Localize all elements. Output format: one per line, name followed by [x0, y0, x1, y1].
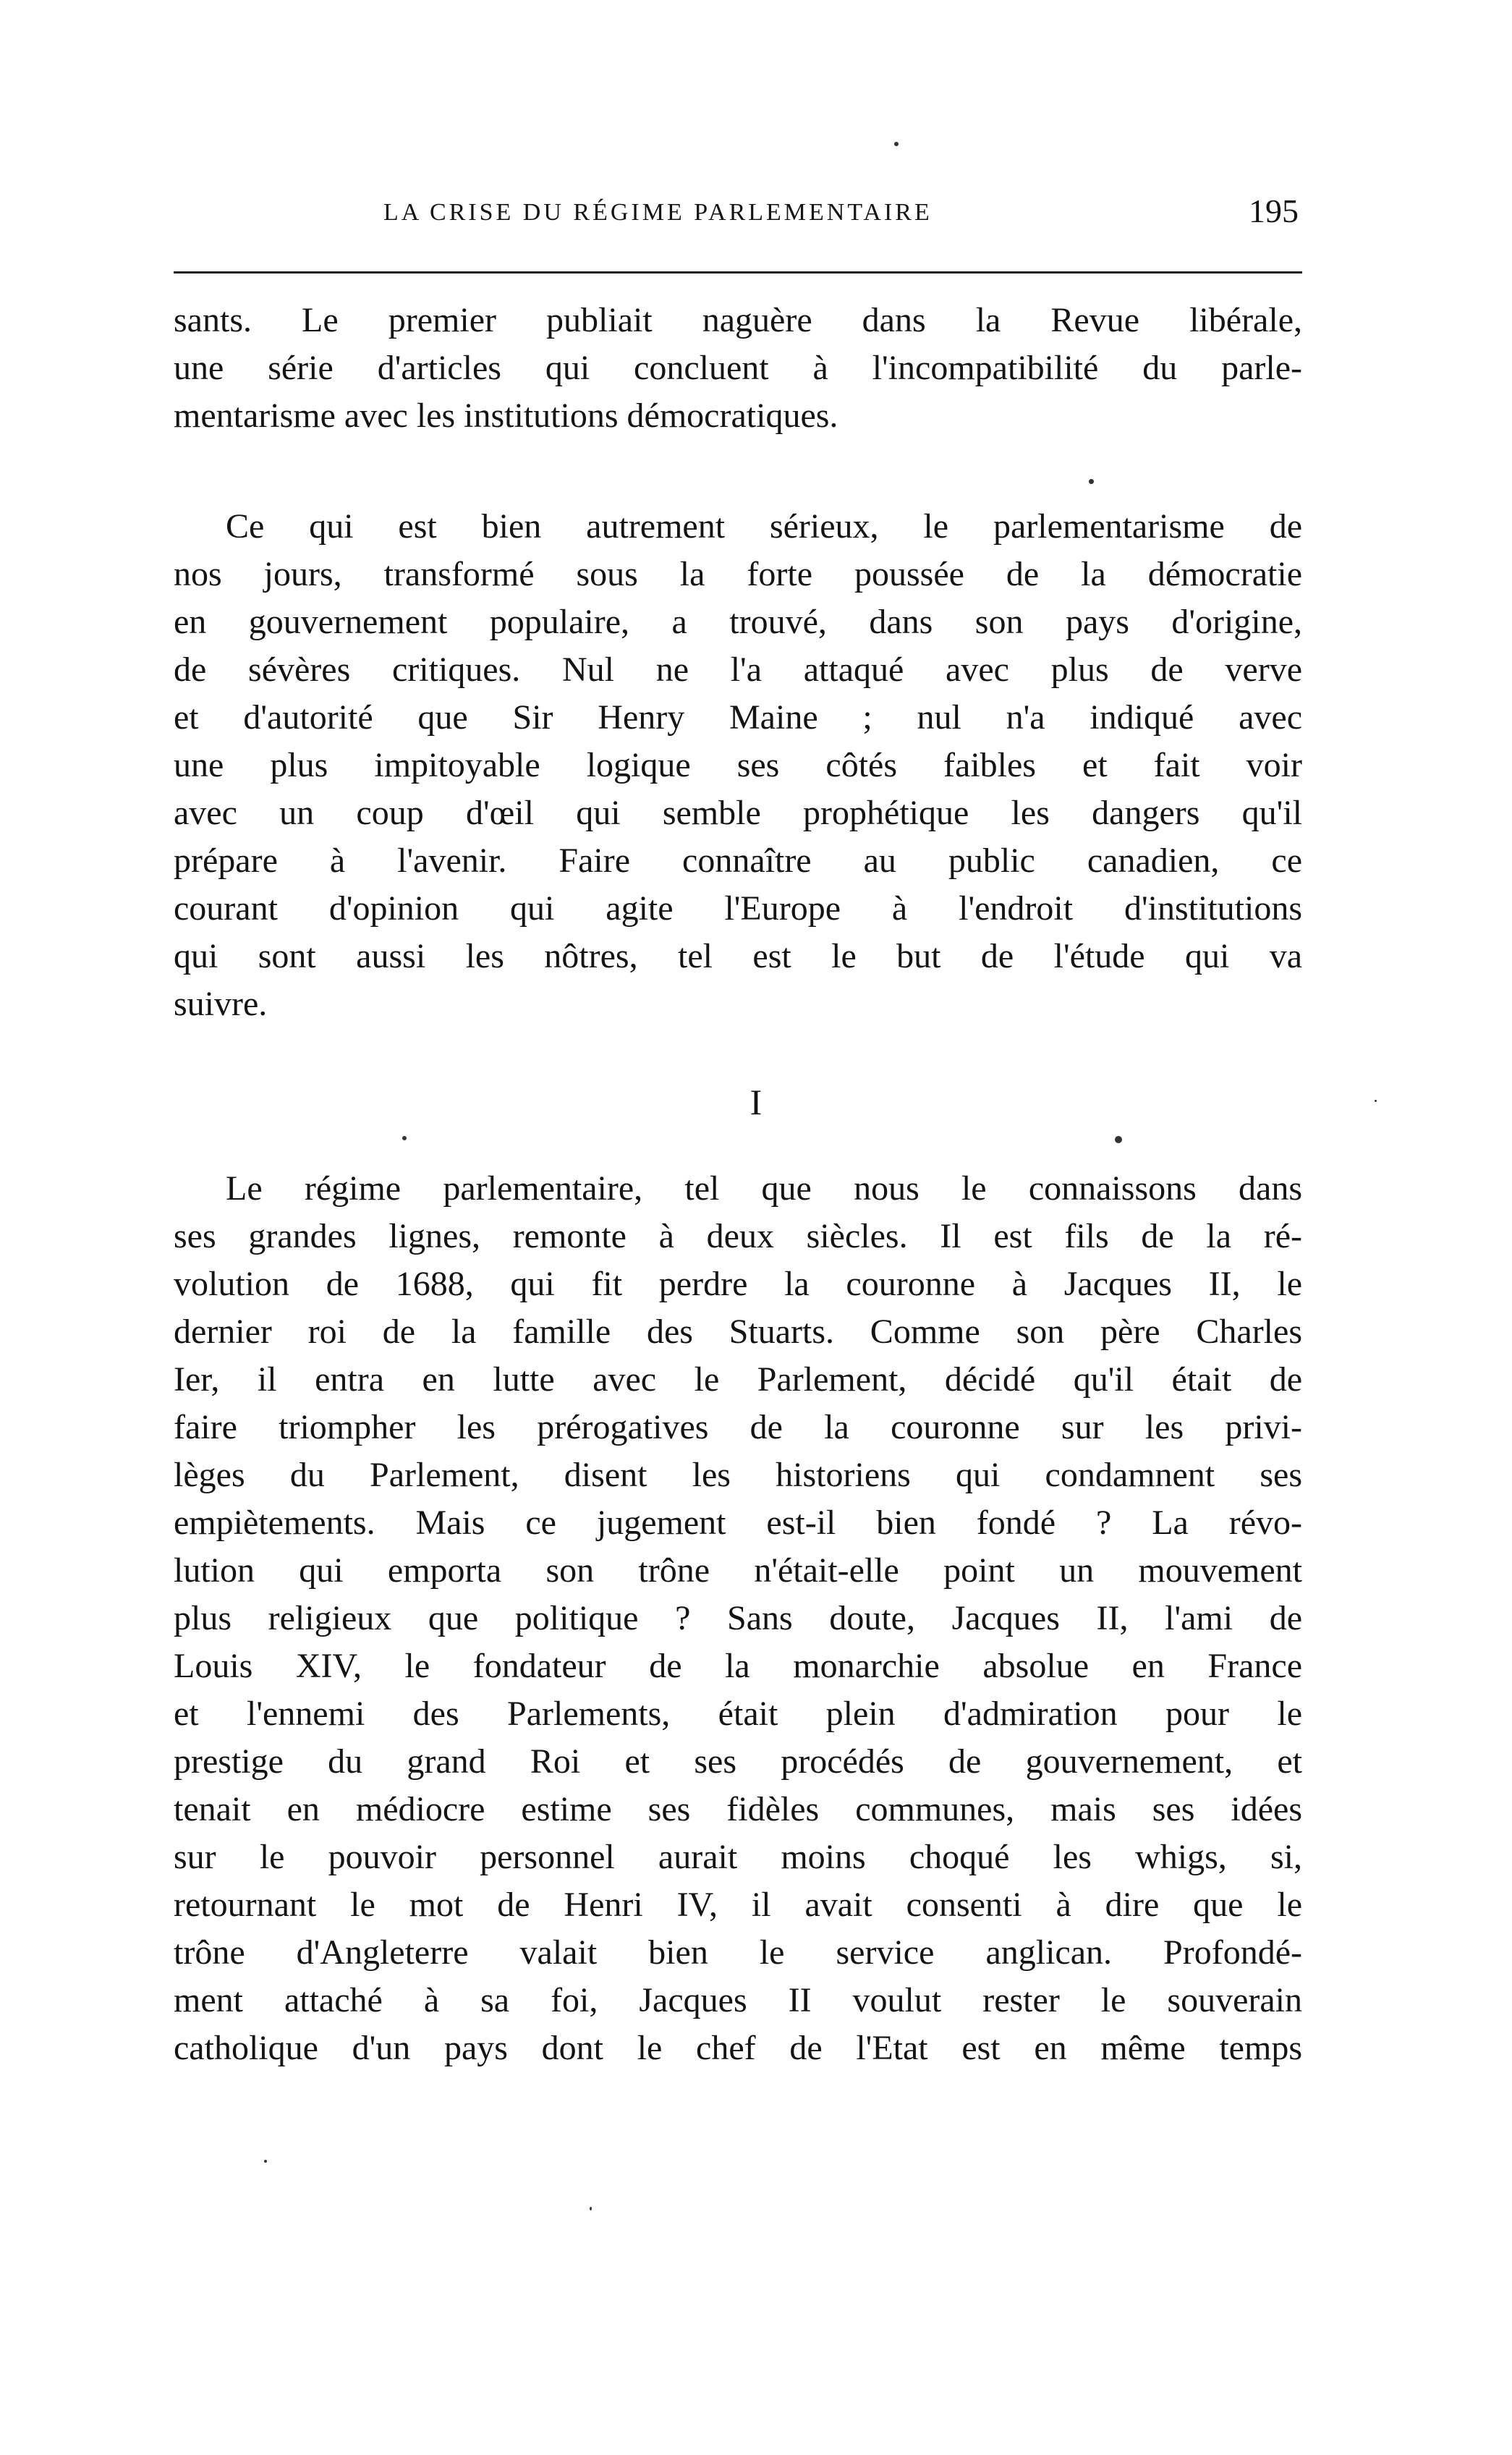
paragraph-2: [174, 503, 1302, 1028]
text-line: empiètements. Mais ce jugement est-il bien fondé ? La révo-: [174, 1504, 1302, 1542]
text-line: et d'autorité que Sir Henry Maine ; nul n'a indiqué avec: [174, 698, 1302, 737]
page-header: [174, 185, 1299, 242]
text-line: volution de 1688, qui fit perdre la couronne à Jacques II, le: [174, 1265, 1302, 1303]
text-line: prestige du grand Roi et ses procédés de gouvernement, et: [174, 1742, 1302, 1781]
print-speck: [894, 142, 899, 146]
text-line: dernier roi de la famille des Stuarts. Comme son père Charles: [174, 1313, 1302, 1351]
header-rule: [174, 271, 1302, 274]
text-line: une plus impitoyable logique ses côtés faibles et fait voir: [174, 746, 1302, 784]
print-speck: [1375, 1100, 1377, 1102]
text-line: une série d'articles qui concluent à l'incompatibilité du parle-: [174, 349, 1302, 387]
text-line: faire triompher les prérogatives de la couronne sur les privi-: [174, 1408, 1302, 1446]
print-speck: [264, 2160, 267, 2163]
text-line: Le régime parlementaire, tel que nous le connaissons dans: [226, 1169, 1302, 1208]
paragraph-3: [174, 1165, 1302, 2072]
print-speck: [1089, 479, 1094, 484]
page-number: 195: [1249, 192, 1299, 229]
text-line: sants. Le premier publiait naguère dans la Revue libérale,: [174, 301, 1302, 339]
text-line: suivre.: [174, 985, 268, 1023]
print-speck: [402, 1136, 407, 1140]
running-title: LA CRISE DU RÉGIME PARLEMENTAIRE: [383, 199, 933, 226]
print-speck: [1115, 1136, 1122, 1143]
text-line: avec un coup d'œil qui semble prophétique les dangers qu'il: [174, 794, 1302, 832]
text-line: courant d'opinion qui agite l'Europe à l'endroit d'institutions: [174, 889, 1302, 928]
text-line: mentarisme avec les institutions démocratiques.: [174, 397, 838, 435]
text-line: retournant le mot de Henri IV, il avait consenti à dire que le: [174, 1886, 1302, 1924]
text-line: lèges du Parlement, disent les historiens qui condamnent ses: [174, 1456, 1302, 1494]
text-line: de sévères critiques. Nul ne l'a attaqué avec plus de verve: [174, 650, 1302, 689]
text-line: en gouvernement populaire, a trouvé, dans son pays d'origine,: [174, 603, 1302, 641]
print-speck: [590, 2207, 592, 2210]
text-line: catholique d'un pays dont le chef de l'Etat est en même temps: [174, 2029, 1302, 2067]
text-line: qui sont aussi les nôtres, tel est le but de l'étude qui va: [174, 937, 1302, 975]
text-line: trône d'Angleterre valait bien le service anglican. Profondé-: [174, 1933, 1302, 1972]
section-heading: I: [749, 1082, 763, 1122]
text-line: ment attaché à sa foi, Jacques II voulut rester le souverain: [174, 1981, 1302, 2019]
text-line: lution qui emporta son trône n'était-elle point un mouvement: [174, 1551, 1302, 1590]
text-line: et l'ennemi des Parlements, était plein d'admiration pour le: [174, 1695, 1302, 1733]
text-line: ses grandes lignes, remonte à deux siècles. Il est fils de la ré-: [174, 1217, 1302, 1255]
text-line: sur le pouvoir personnel aurait moins choqué les whigs, si,: [174, 1838, 1302, 1876]
text-line: nos jours, transformé sous la forte poussée de la démocratie: [174, 555, 1302, 593]
paragraph-1: [174, 297, 1302, 440]
text-line: tenait en médiocre estime ses fidèles communes, mais ses idées: [174, 1790, 1302, 1828]
text-line: Ier, il entra en lutte avec le Parlement, décidé qu'il était de: [174, 1360, 1302, 1399]
text-line: prépare à l'avenir. Faire connaître au public canadien, ce: [174, 841, 1302, 880]
text-line: plus religieux que politique ? Sans doute, Jacques II, l'ami de: [174, 1599, 1302, 1637]
text-line: Louis XIV, le fondateur de la monarchie absolue en France: [174, 1647, 1302, 1685]
text-line: Ce qui est bien autrement sérieux, le parlementarisme de: [226, 507, 1302, 546]
